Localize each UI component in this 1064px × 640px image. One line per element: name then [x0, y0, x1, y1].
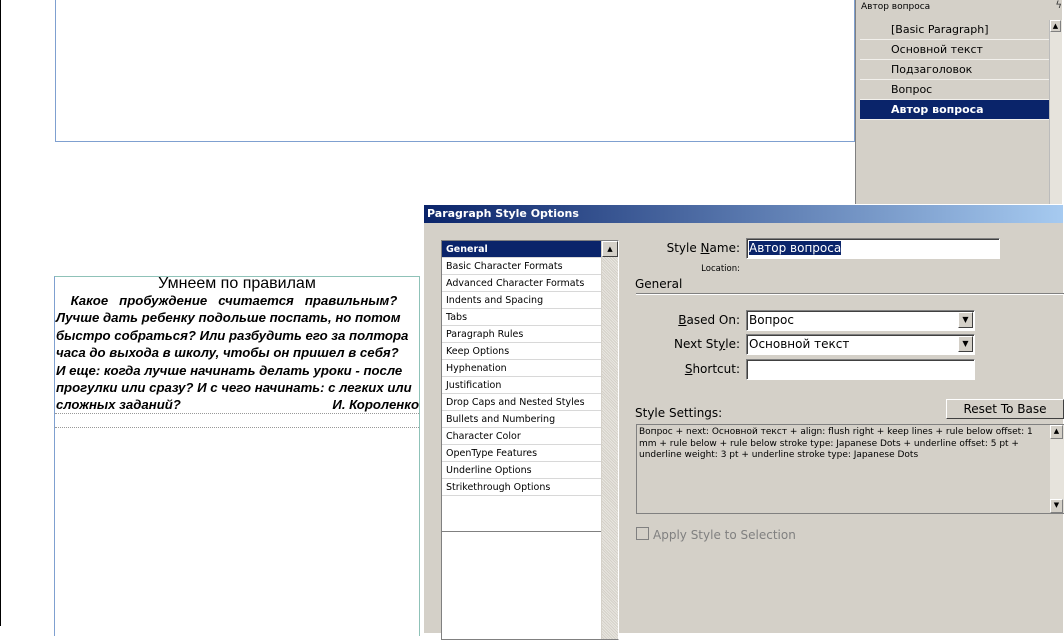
category-advanced-character-formats[interactable]: Advanced Character Formats: [442, 275, 602, 292]
category-justification[interactable]: Justification: [442, 377, 602, 394]
category-tabs[interactable]: Tabs: [442, 309, 602, 326]
location-label: Location:: [701, 264, 740, 274]
label-part: ame:: [709, 241, 740, 255]
reset-to-base-button[interactable]: Reset To Base: [946, 399, 1064, 419]
dotted-rule: [55, 427, 419, 428]
style-item-osnovnoy-tekst[interactable]: Основной текст: [860, 40, 1053, 60]
paragraph-styles-panel: [855, 0, 1062, 210]
next-style-select[interactable]: [746, 334, 975, 355]
category-list: [441, 240, 619, 640]
chevron-down-icon[interactable]: ▼: [958, 336, 973, 352]
scroll-up-icon[interactable]: ▲: [1050, 20, 1061, 32]
style-name-input[interactable]: [746, 238, 1000, 259]
next-style-value: Основной текст: [749, 337, 850, 351]
category-character-color[interactable]: Character Color: [442, 428, 602, 445]
article-line: Какое пробуждение считается правильным?: [56, 293, 398, 308]
article-text-frame[interactable]: [54, 276, 420, 636]
article-line: быстро собраться? Или разбудить его за полтора: [56, 327, 409, 343]
category-general[interactable]: General: [442, 241, 602, 258]
apply-style-row: [636, 527, 796, 542]
scroll-down-icon[interactable]: ▼: [1050, 499, 1063, 513]
label-mnemonic: y: [718, 337, 726, 351]
based-on-value: Вопрос: [749, 313, 794, 327]
category-indents-and-spacing[interactable]: Indents and Spacing: [442, 292, 602, 309]
paragraph-styles-list: [860, 20, 1053, 120]
style-settings-text: Вопрос + next: Основной текст + align: flush right + keep lines + rule below offset: 1 mm + rule below + rule below stroke type: Japanese Dots + underline offset: 5 pt + underline weight: 3 pt + underline stroke type: Japanese Dots: [639, 427, 1033, 460]
style-name-label: [654, 241, 740, 255]
style-settings-box: [636, 424, 1064, 514]
category-keep-options[interactable]: Keep Options: [442, 343, 602, 360]
style-item-basic-paragraph[interactable]: [Basic Paragraph]: [860, 20, 1053, 40]
next-style-label: [654, 337, 740, 351]
label-mnemonic: N: [700, 241, 710, 255]
article-line: прогулки или сразу? И с чего начинать: с легких или: [56, 380, 412, 396]
article-body: [56, 292, 419, 414]
apply-style-label: Apply Style to Selection: [653, 528, 796, 542]
based-on-label: [654, 313, 740, 327]
page-edge: [0, 0, 1, 626]
shortcut-input[interactable]: [746, 359, 975, 380]
article-title: Умнеем по правилам: [158, 275, 316, 292]
style-settings-label: Style Settings:: [635, 406, 723, 420]
category-strikethrough-options[interactable]: Strikethrough Options: [442, 479, 602, 496]
category-hyphenation[interactable]: Hyphenation: [442, 360, 602, 377]
category-drop-caps[interactable]: Drop Caps and Nested Styles: [442, 394, 602, 411]
style-item-vopros[interactable]: Вопрос: [860, 80, 1053, 100]
category-opentype-features[interactable]: OpenType Features: [442, 445, 602, 462]
category-bullets-numbering[interactable]: Bullets and Numbering: [442, 411, 602, 428]
article-line-text: часа до выхода в школу, чтобы он пришел в себя?: [56, 345, 399, 361]
settings-scrollbar[interactable]: [1050, 425, 1064, 513]
article-author: И. Короленко: [332, 397, 419, 412]
lightning-icon[interactable]: ϟ: [1055, 0, 1062, 11]
shortcut-label: [654, 362, 740, 376]
general-heading: General: [635, 277, 683, 291]
panel-current-style: Автор вопроса: [861, 2, 931, 12]
label-part: hortcut:: [692, 362, 740, 376]
dialog-title[interactable]: Paragraph Style Options: [424, 205, 1063, 223]
article-line: И еще: когда лучше начинать делать уроки - после: [56, 362, 403, 378]
label-mnemonic: B: [678, 313, 687, 327]
style-item-podzagolovok[interactable]: Подзаголовок: [860, 60, 1053, 80]
apply-style-checkbox[interactable]: [636, 527, 649, 540]
category-scrollbar[interactable]: [601, 241, 618, 639]
category-paragraph-rules[interactable]: Paragraph Rules: [442, 326, 602, 343]
category-basic-character-formats[interactable]: Basic Character Formats: [442, 258, 602, 275]
article-line: Лучше дать ребенку подольше поспать, но потом: [56, 310, 401, 326]
dotted-rule: [55, 413, 419, 414]
chevron-down-icon[interactable]: ▼: [958, 312, 973, 328]
section-separator: [636, 293, 1064, 295]
style-item-avtor-voprosa[interactable]: Автор вопроса: [860, 100, 1053, 120]
label-part: ased On:: [686, 313, 740, 327]
category-underline-options[interactable]: Underline Options: [442, 462, 602, 479]
label-mnemonic: S: [684, 362, 693, 376]
style-name-value: Автор вопроса: [749, 241, 842, 255]
top-text-frame[interactable]: [55, 0, 855, 142]
label-part: Style: [666, 241, 701, 255]
paragraph-style-options-dialog: [423, 204, 1063, 634]
article-line: [56, 344, 419, 361]
list-end-line: [442, 531, 602, 532]
panel-scrollbar[interactable]: [1049, 20, 1062, 210]
scroll-up-icon[interactable]: ▲: [1050, 425, 1063, 439]
label-part: Next St: [674, 337, 719, 351]
article-line: сложных заданий?: [56, 397, 181, 413]
based-on-select[interactable]: [746, 310, 975, 331]
scroll-up-icon[interactable]: ▲: [602, 241, 618, 257]
label-part: le:: [725, 337, 740, 351]
